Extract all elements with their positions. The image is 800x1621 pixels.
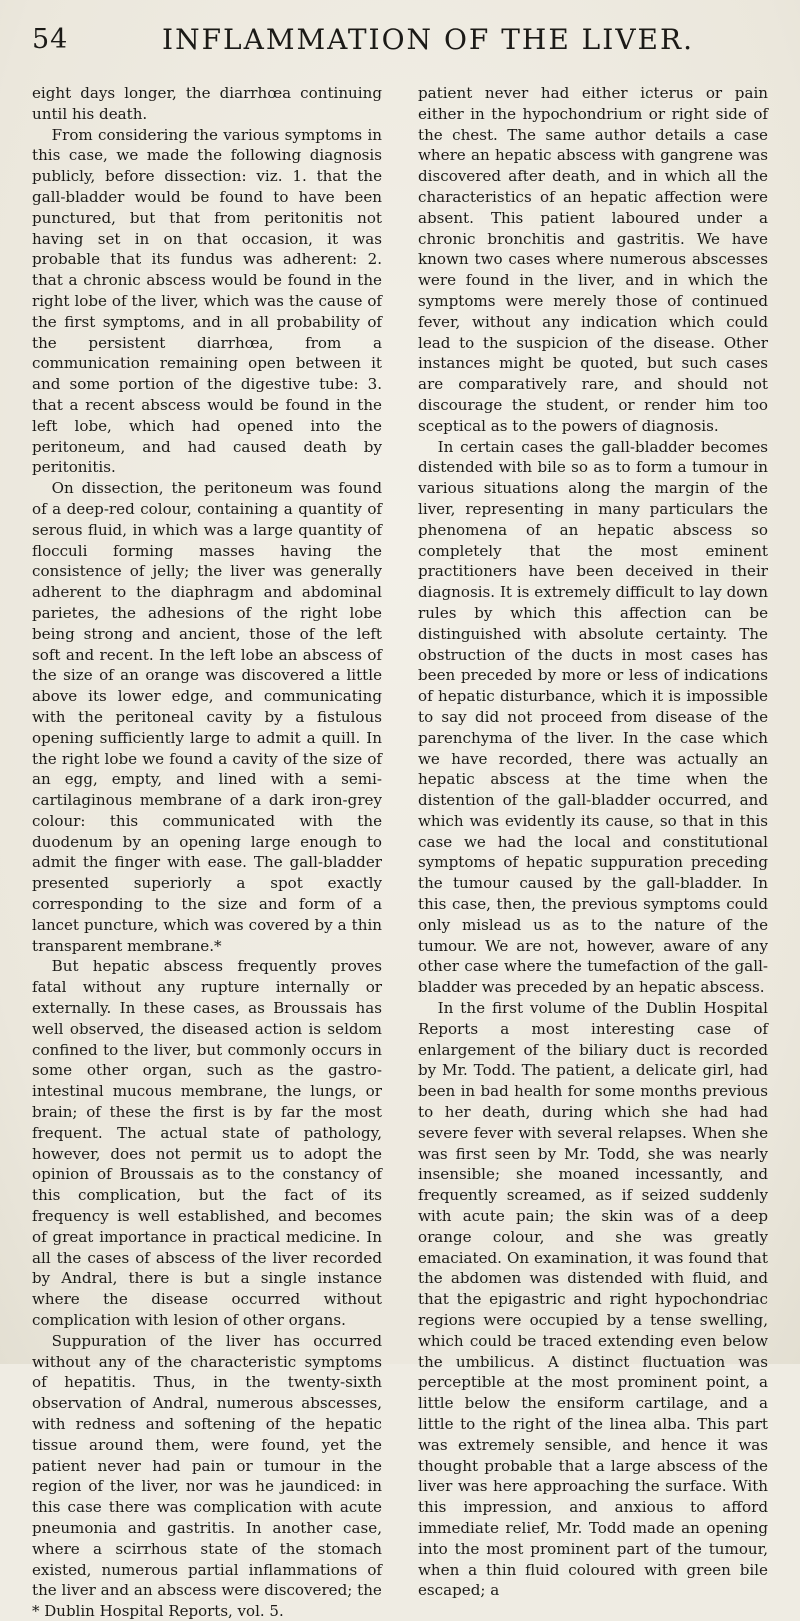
- page-number: 54: [32, 24, 69, 55]
- footnote: * Dublin Hospital Reports, vol. 5.: [32, 1602, 284, 1621]
- left-column: [32, 83, 382, 1621]
- page-header: [32, 22, 776, 58]
- paragraph-dublin-reports: In the first volume of the Dublin Hospital Reports a most interesting case of enlargement of the biliary duct is recorded by Mr. Todd. The patient, a delicate girl, had been in bad health for some months previous to her death, during which she had had severe fever with several relapses. When she was first seen by Mr. Todd, she was nearly insensible; she moaned incessantly, and frequently screamed, as if seized suddenly with acute pain; the skin was of a deep orange colour, and she was greatly emaciated. On examination, it was found that the abdomen was distended with fluid, and that the epigastric and right hypochondriac regions were occupied by a tense swelling, which could be traced extending even below the umbilicus. A distinct fluctuation was perceptible at the most prominent point, a little below the ensiform cartilage, and a little to the right of the linea alba. This part was extremely sensible, and hence it was thought probable that a large abscess of the liver was here approaching the surface. With this impression, and anxious to afford immediate relief, Mr. Todd made an opening into the most prominent part of the tumour, when a thin fluid coloured with green bile escaped; a: [418, 999, 768, 1600]
- paragraph-diagnosis: From considering the various symptoms in this case, we made the following diagnosis publicly, before dissection: viz. 1. that the gall-bladder would be found to have been punctured, but that from peritonitis not having set in on that occasion, it was probable that its fundus was adherent: 2. that a chronic abscess would be found in the right lobe of the liver, which was the cause of the first symptoms, and in all probability of the persistent diarrhœa, from a communication remaining open between it and some portion of the digestive tube: 3. that a recent abscess would be found in the left lobe, which had opened into the peritoneum, and had caused death by peritonitis.: [32, 125, 382, 477]
- paragraph-suppuration: Suppuration of the liver has occurred without any of the characteristic symptoms of hepatitis. Thus, in the twenty-sixth observation of Andral, numerous abscesses, with redness and softening of the hepatic tissue around them, were found, yet the patient never had pain or tumour in the region of the liver, nor was he jaundiced: in this case there was complication with acute pneumonia and gastritis. In another case, where a scirrhous state of the stomach existed, numerous partial inflammations of the liver and an abscess were discovered; the: [32, 1331, 382, 1600]
- paragraph-continuation-right: patient never had either icterus or pain either in the hypochondrium or right side of the chest. The same author details a case where an hepatic abscess with gangrene was discovered after death, and in which all the characteristics of an hepatic affection were absent. This patient laboured under a chronic bronchitis and gastritis. We have known two cases where numerous abscesses were found in the liver, and in which the symptoms were merely those of continued fever, without any indication which could lead to the suspicion of the disease. Other instances might be quoted, but such cases are comparatively rare, and should not discourage the student, or render him too sceptical as to the powers of diagnosis.: [418, 84, 768, 435]
- right-column: [418, 83, 768, 1601]
- paragraph-dissection: On dissection, the peritoneum was found of a deep-red colour, containing a quantity of serous fluid, in which was a large quantity of flocculi forming masses having the consistence of jelly; the liver was generally adherent to the diaphragm and abdominal parietes, the adhesions of the right lobe being strong and ancient, those of the left soft and recent. In the left lobe an abscess of the size of an orange was discovered a little above its lower edge, and communicating with the peritoneal cavity by a fistulous opening sufficiently large to admit a quill. In the right lobe we found a cavity of the size of an egg, empty, and lined with a semi-cartilaginous membrane of a dark iron-grey colour: this communicated with the duodenum by an opening large enough to admit the finger with ease. The gall-bladder presented superiorly a spot exactly corresponding to the size and form of a lancet puncture, which was covered by a thin transparent membrane.*: [32, 479, 382, 955]
- paragraph-fatal-abscess: But hepatic abscess frequently proves fatal without any rupture internally or externally. In these cases, as Broussais has well observed, the diseased action is seldom confined to the liver, but commonly occurs in some other organ, such as the gastro-intestinal mucous membrane, the lungs, or brain; of these the first is by far the most frequent. The actual state of pathology, however, does not permit us to adopt the opinion of Broussais as to the constancy of this complication, but the fact of its frequency is well established, and becomes of great importance in practical medicine. In all the cases of abscess of the liver recorded by Andral, there is but a single instance where the disease occurred without complication with lesion of other organs.: [32, 957, 382, 1330]
- running-title: INFLAMMATION OF THE LIVER.: [162, 23, 694, 56]
- paragraph-continuation: eight days longer, the diarrhœa continuing until his death.: [32, 84, 382, 123]
- paragraph-gall-bladder: In certain cases the gall-bladder becomes distended with bile so as to form a tumour in various situations along the margin of the liver, representing in many particulars the phenomena of an hepatic abscess so completely that the most eminent practitioners have been deceived in their diagnosis. It is extremely difficult to lay down rules by which this affection can be distinguished with absolute certainty. The obstruction of the ducts in most cases has been preceded by more or less of indications of hepatic disturbance, which it is impossible to say did not proceed from disease of the parenchyma of the liver. In the case which we have recorded, there was actually an hepatic abscess at the time when the distention of the gall-bladder occurred, and which was evidently its cause, so that in this case we had the local and constitutional symptoms of hepatic suppuration preceding the tumour caused by the gall-bladder. In this case, then, the previous symptoms could only mislead us as to the nature of the tumour. We are not, however, aware of any other case where the tumefaction of the gall-bladder was preceded by an hepatic abscess.: [418, 437, 768, 997]
